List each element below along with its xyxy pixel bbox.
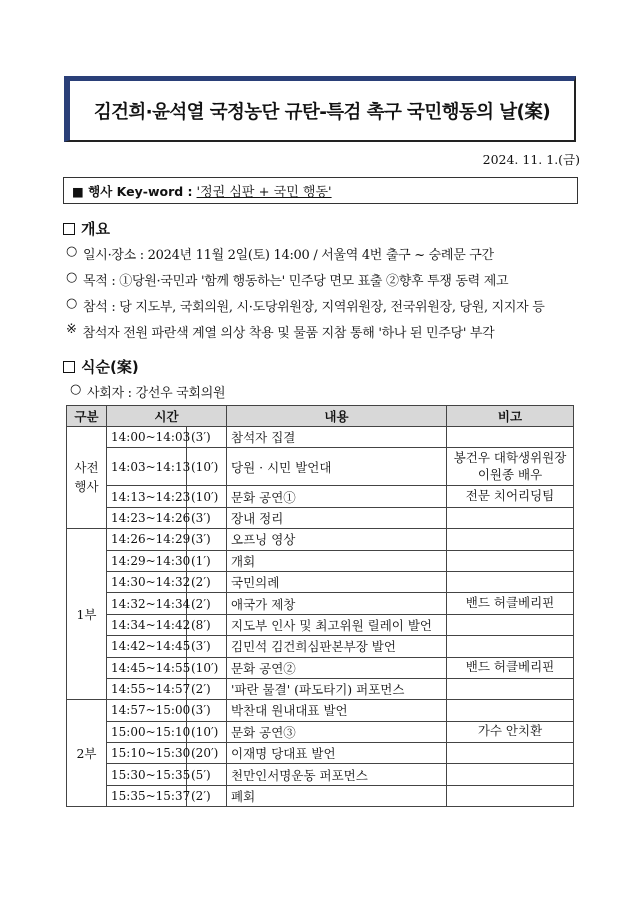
row-duration: (2′) [187,678,227,699]
row-note-empty [447,785,574,806]
row-content: 문화 공연③ [227,721,447,742]
row-time: 14:45~14:55 [107,657,187,678]
row-content: 애국가 제창 [227,593,447,614]
row-note: 밴드 허클베리핀 [447,593,574,614]
row-duration: (3′) [187,636,227,657]
overview-item [66,270,508,289]
table-row [67,571,574,592]
row-time: 14:26~14:29 [107,529,187,550]
row-note-empty [447,700,574,721]
row-duration: (10′) [187,448,227,486]
row-time: 14:13~14:23 [107,486,187,507]
header-division: 구분 [67,406,107,427]
row-duration: (2′) [187,571,227,592]
row-duration: (10′) [187,657,227,678]
overview-item [66,322,494,341]
table-row [67,593,574,614]
order-heading-text: 식순(案) [81,358,139,376]
row-note: 가수 안치환 [447,721,574,742]
row-note-empty [447,678,574,699]
row-content: 장내 정리 [227,507,447,528]
group-pre-event: 사전 행사 [67,427,107,529]
row-content: 참석자 집결 [227,427,447,448]
row-note: 봉건우 대학생위원장 이원종 배우 [447,448,574,486]
keyword-box [63,177,578,204]
schedule-table [66,405,574,807]
row-content: '파란 물결' (파도타기) 퍼포먼스 [227,678,447,699]
mc-line [70,382,225,401]
row-time: 14:42~14:45 [107,636,187,657]
bullet: ○ [66,296,78,311]
overview-item-text: 목적 : ①당원·국민과 '함께 행동하는' 민주당 면모 표출 ②향후 투쟁 동력 제고 [83,274,509,289]
row-content: 당원 · 시민 발언대 [227,448,447,486]
row-time: 15:00~15:10 [107,721,187,742]
table-row [67,507,574,528]
row-content: 김민석 김건희심판본부장 발언 [227,636,447,657]
row-note-empty [447,636,574,657]
row-duration: (2′) [187,785,227,806]
table-row [67,636,574,657]
header-time: 시간 [107,406,227,427]
header-content: 내용 [227,406,447,427]
table-row [67,448,574,486]
bullet: ※ [66,322,77,337]
header-note: 비고 [447,406,574,427]
table-row [67,529,574,550]
table-row [67,550,574,571]
table-row [67,721,574,742]
table-row [67,743,574,764]
table-row [67,427,574,448]
row-time: 14:00~14:03 [107,427,187,448]
title-box [64,76,576,142]
row-content: 폐회 [227,785,447,806]
row-content: 이재명 당대표 발언 [227,743,447,764]
row-time: 14:57~15:00 [107,700,187,721]
row-time: 14:32~14:34 [107,593,187,614]
bullet: ○ [66,244,78,259]
row-time: 14:23~14:26 [107,507,187,528]
row-content: 천만인서명운동 퍼포먼스 [227,764,447,785]
row-content: 지도부 인사 및 최고위원 릴레이 발언 [227,614,447,635]
row-duration: (10′) [187,721,227,742]
row-note-empty [447,507,574,528]
keyword-label: ■ 행사 Key-word : [72,183,193,199]
row-time: 14:29~14:30 [107,550,187,571]
row-content: 문화 공연② [227,657,447,678]
row-duration: (3′) [187,427,227,448]
table-row [67,785,574,806]
overview-item-text: 참석 : 당 지도부, 국회의원, 시·도당위원장, 지역위원장, 전국위원장, 당원, 지지자 등 [83,300,545,315]
row-time: 15:35~15:37 [107,785,187,806]
row-note: 전문 치어리딩팀 [447,486,574,507]
document-date: 2024. 11. 1.(금) [482,152,580,167]
table-row [67,657,574,678]
overview-heading-text: 개요 [81,220,110,238]
bullet: ○ [66,270,78,285]
row-duration: (10′) [187,486,227,507]
document-title: 김건희·윤석열 국정농단 규탄-특검 촉구 국민행동의 날(案) [93,101,551,123]
row-note-empty [447,764,574,785]
overview-item [66,244,494,263]
row-note-empty [447,550,574,571]
overview-heading [63,218,110,239]
checkbox-icon [63,223,75,235]
row-duration: (8′) [187,614,227,635]
overview-item [66,296,545,315]
overview-item-text: 참석자 전원 파란색 계열 의상 착용 및 물품 지참 통해 '하나 된 민주당' 부각 [82,326,495,341]
row-duration: (5′) [187,764,227,785]
table-row [67,486,574,507]
overview-item-text: 일시·장소 : 2024년 11월 2일(토) 14:00 / 서울역 4번 출구 ~ 숭례문 구간 [83,248,494,263]
row-content: 오프닝 영상 [227,529,447,550]
table-row [67,700,574,721]
row-time: 15:30~15:35 [107,764,187,785]
row-note-empty [447,743,574,764]
row-content: 문화 공연① [227,486,447,507]
row-note-empty [447,614,574,635]
checkbox-icon [63,361,75,373]
row-duration: (2′) [187,593,227,614]
row-time: 14:30~14:32 [107,571,187,592]
row-time: 15:10~15:30 [107,743,187,764]
group-part-1: 1부 [67,529,107,700]
mc-text: 사회자 : 강선우 국회의원 [87,386,226,401]
row-note: 밴드 허클베리핀 [447,657,574,678]
row-duration: (3′) [187,507,227,528]
row-time: 14:34~14:42 [107,614,187,635]
row-duration: (1′) [187,550,227,571]
table-header-row [67,406,574,427]
row-content: 박찬대 원내대표 발언 [227,700,447,721]
order-heading [63,356,139,377]
row-duration: (3′) [187,529,227,550]
row-duration: (20′) [187,743,227,764]
table-row [67,614,574,635]
table-row [67,764,574,785]
row-duration: (3′) [187,700,227,721]
table-row [67,678,574,699]
row-note-empty [447,427,574,448]
row-note-empty [447,529,574,550]
group-part-2: 2부 [67,700,107,807]
keyword-value: '정권 심판 + 국민 행동' [196,185,332,200]
bullet: ○ [70,382,82,397]
row-time: 14:03~14:13 [107,448,187,486]
row-content: 국민의례 [227,571,447,592]
row-time: 14:55~14:57 [107,678,187,699]
row-content: 개회 [227,550,447,571]
row-note-empty [447,571,574,592]
